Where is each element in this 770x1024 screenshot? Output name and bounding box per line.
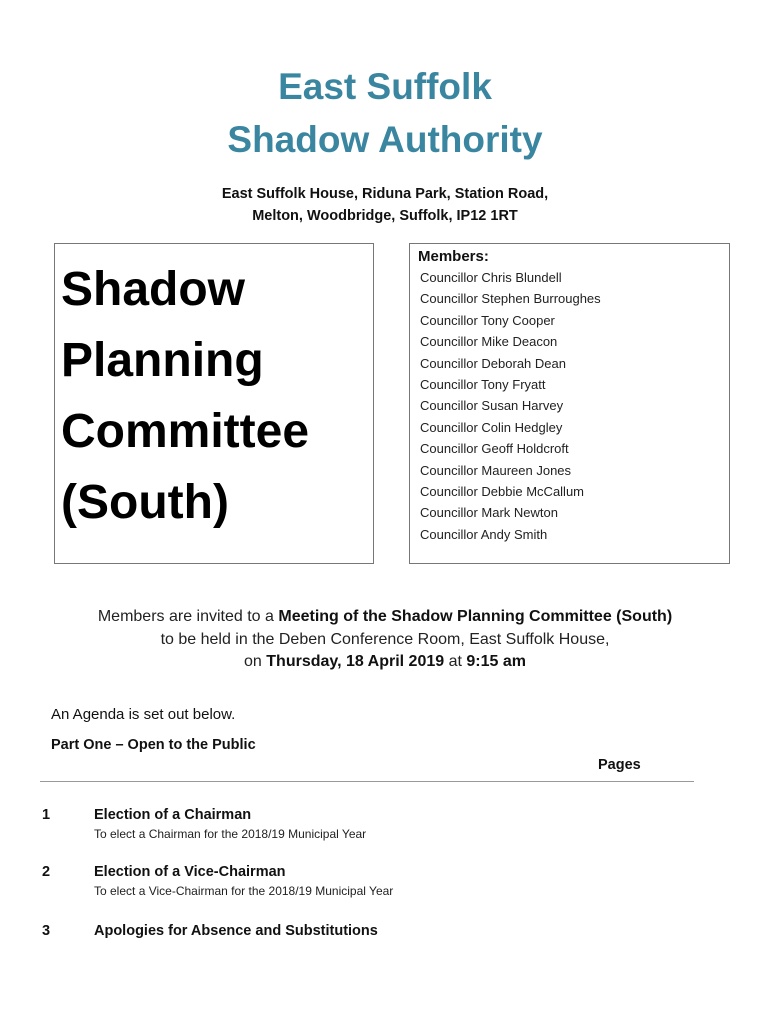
address-line1: East Suffolk House, Riduna Park, Station Road, [221,186,549,202]
address [0,183,770,227]
committee-name-line: Shadow [61,263,246,316]
organisation-title [0,60,770,166]
member-item: Councillor Debbie McCallum [420,484,585,500]
agenda-item-title: Apologies for Absence and Substitutions [94,923,378,939]
member-item: Councillor Geoff Holdcroft [420,441,569,457]
member-item: Councillor Deborah Dean [420,355,566,371]
committee-name-line: Committee [61,405,310,458]
agenda-item-title: Election of a Vice-Chairman [94,864,286,880]
agenda-item-description: To elect a Vice-Chairman for the 2018/19 Municipal Year [94,884,394,898]
organisation-title-line2: Shadow Authority [227,119,543,160]
organisation-title-line1: East Suffolk [278,66,492,107]
invitation-line3 [0,651,770,674]
meeting-time: 9:15 am [466,653,526,670]
invitation-line1 [0,606,770,629]
member-item: Councillor Tony Fryatt [420,377,546,393]
member-item: Councillor Mark Newton [420,505,558,521]
member-item: Councillor Chris Blundell [420,270,562,285]
member-item: Councillor Mike Deacon [420,334,558,350]
member-item: Councillor Tony Cooper [420,312,555,328]
members-box [409,243,730,564]
members-heading: Members: [418,248,489,265]
member-item: Councillor Stephen Burroughes [420,291,601,307]
agenda-item-description: To elect a Chairman for the 2018/19 Municipal Year [94,827,367,841]
committee-name-line: Planning [61,334,264,387]
pages-column-label: Pages [598,757,641,773]
committee-name-line: (South) [61,476,229,529]
committee-name [61,254,309,538]
meeting-date: Thursday, 18 April 2019 [266,653,445,670]
part-heading: Part One – Open to the Public [51,737,256,753]
agenda-item-number: 3 [42,923,51,939]
agenda-intro: An Agenda is set out below. [51,706,236,723]
invitation-line2: to be held in the Deben Conference Room, East Suffolk House, [160,630,610,648]
agenda-item-title: Election of a Chairman [94,807,252,823]
agenda-item-number: 1 [42,807,51,823]
member-item: Councillor Susan Harvey [420,398,564,414]
divider [40,781,694,782]
member-item: Councillor Colin Hedgley [420,419,563,435]
meeting-invitation [0,606,770,674]
invitation-at: at [444,653,467,670]
meeting-name: Meeting of the Shadow Planning Committee (South) [278,608,673,625]
committee-name-box [54,243,374,564]
member-item: Councillor Maureen Jones [420,462,572,478]
address-line2: Melton, Woodbridge, Suffolk, IP12 1RT [252,208,518,224]
invitation-on: on [244,653,267,670]
members-list [420,267,601,545]
agenda-item-number: 2 [42,864,51,880]
invitation-prefix: Members are invited to a [97,608,279,625]
member-item: Councillor Andy Smith [420,526,548,542]
